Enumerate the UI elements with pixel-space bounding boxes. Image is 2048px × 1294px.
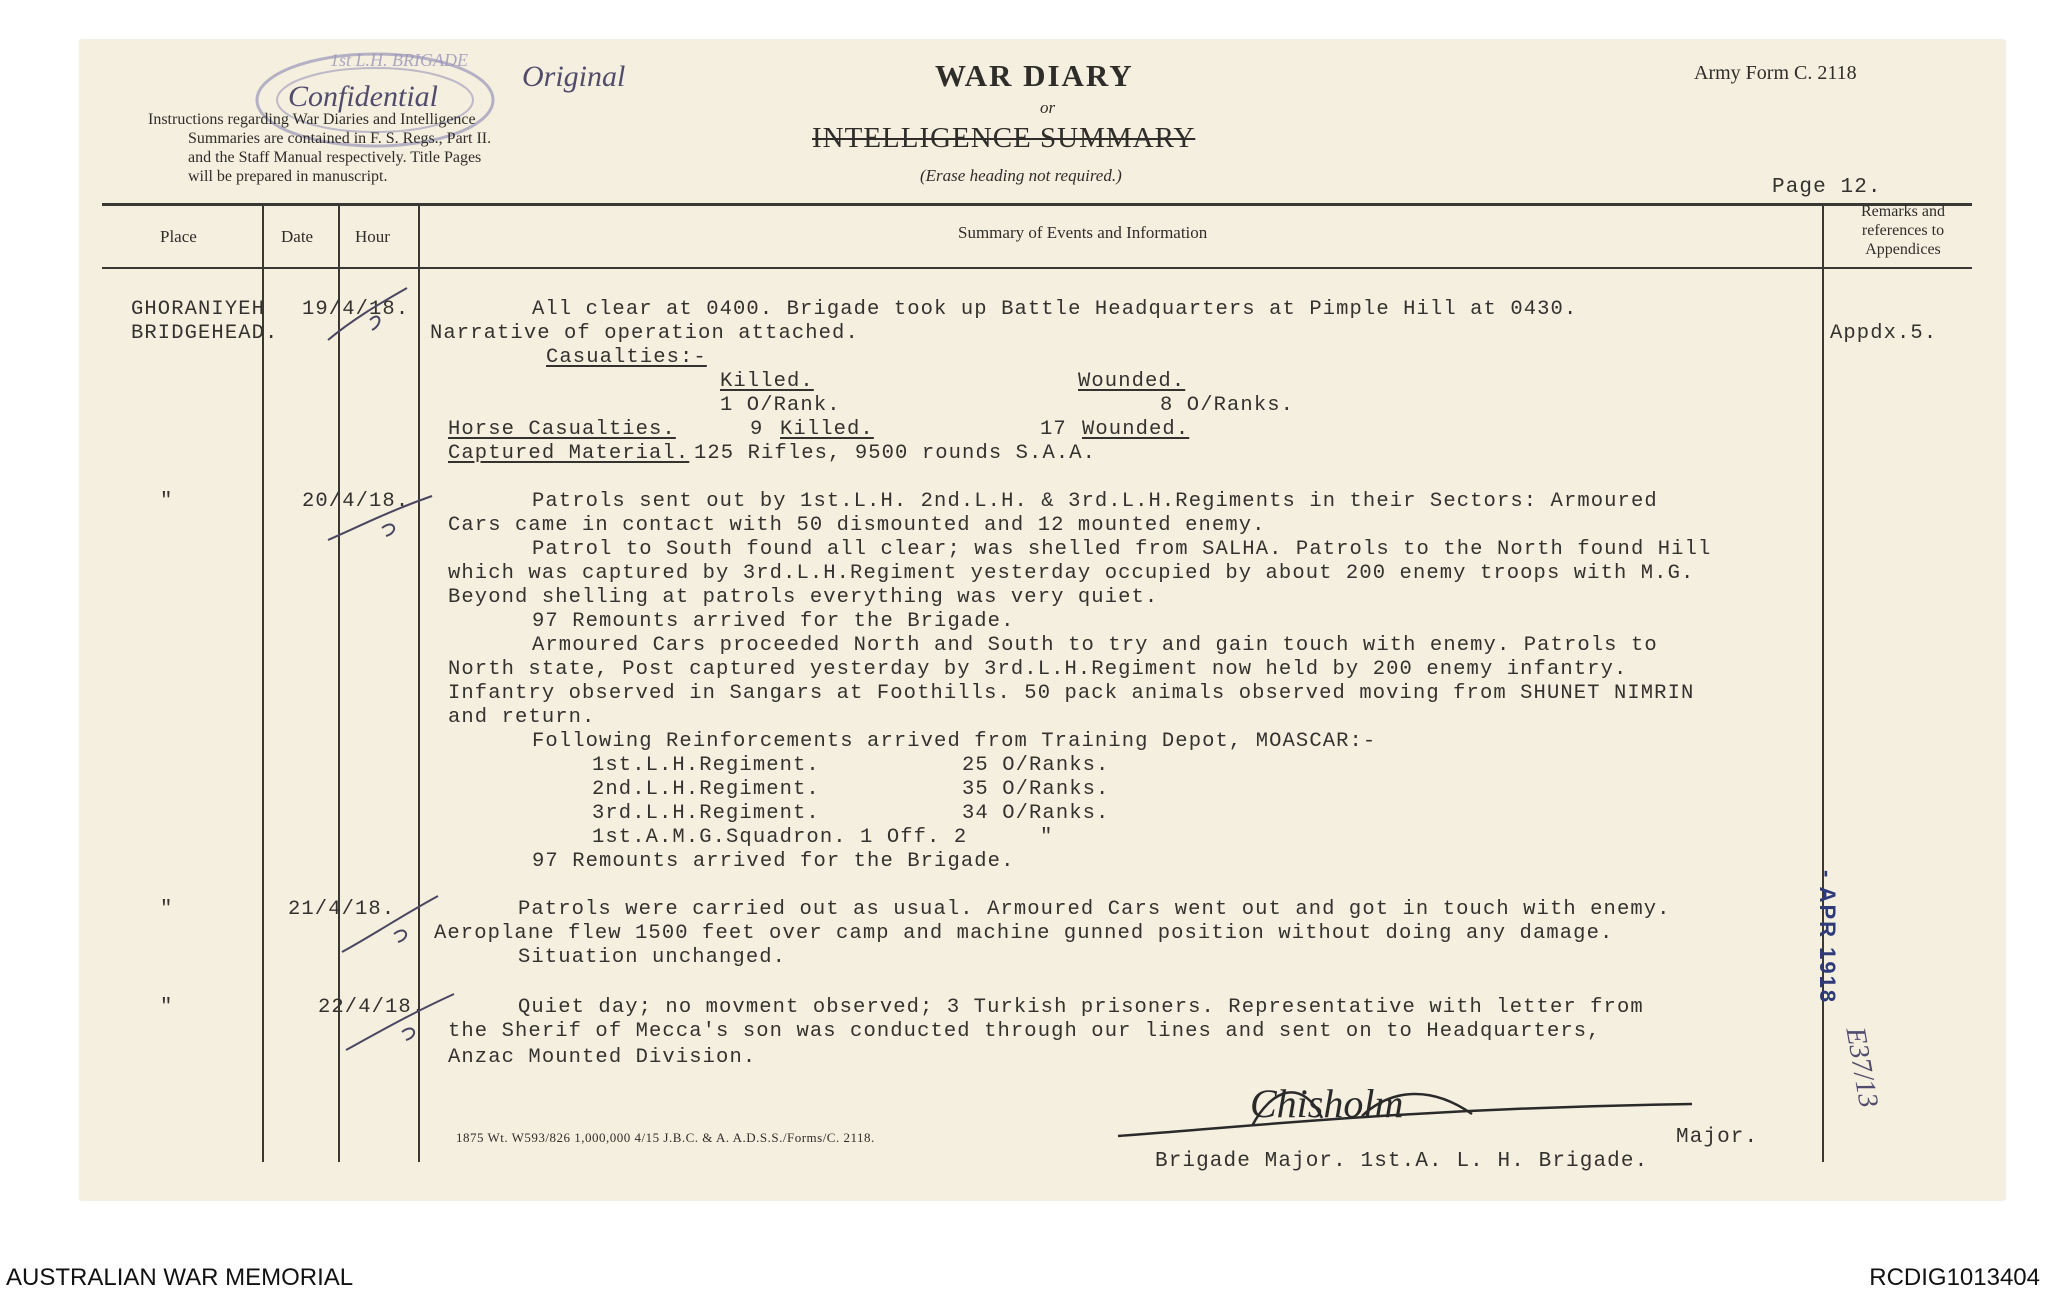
instructions-line-3: and the Staff Manual respectively. Title Pages bbox=[188, 149, 482, 166]
reinforcement-unit-4: 1st.A.M.G.Squadron. 1 Off. 2 bbox=[592, 826, 968, 849]
entry-3-line-2: Aeroplane flew 1500 feet over camp and machine gunned position without doing any damage. bbox=[434, 922, 1614, 945]
entry-2-date: 20/4/18. bbox=[302, 490, 410, 513]
form-print-line: 1875 Wt. W593/826 1,000,000 4/15 J.B.C. & A. A.D.S.S./Forms/C. 2118. bbox=[456, 1130, 875, 1145]
entry-1-horse-wounded-count: 17 bbox=[1040, 418, 1067, 441]
initial-mark-19 bbox=[322, 280, 412, 350]
entry-1-killed-value: 1 O/Rank. bbox=[720, 394, 841, 417]
caption-institution: AUSTRALIAN WAR MEMORIAL bbox=[6, 1264, 354, 1291]
instructions-line-1: Instructions regarding War Diaries and Intelligence bbox=[148, 111, 476, 128]
army-form-number: Army Form C. 2118 bbox=[1694, 62, 1857, 84]
reinforcement-count-1: 25 O/Ranks. bbox=[962, 754, 1110, 777]
entry-2-line-4: which was captured by 3rd.L.H.Regiment yesterday occupied by about 200 enemy troops with M.G. bbox=[448, 562, 1695, 585]
entry-4-line-1: Quiet day; no movment observed; 3 Turkish prisoners. Representative with letter from bbox=[518, 996, 1644, 1019]
col-header-summary: Summary of Events and Information bbox=[958, 223, 1208, 242]
entry-2-line-7: Armoured Cars proceeded North and South to try and gain touch with enemy. Patrols to bbox=[532, 634, 1658, 657]
entry-2-line-1: Patrols sent out by 1st.L.H. 2nd.L.H. & 3rd.L.H.Regiments in their Sectors: Armoured bbox=[532, 490, 1658, 513]
initial-mark-20 bbox=[322, 490, 442, 550]
reinforcement-count-2: 35 O/Ranks. bbox=[962, 778, 1110, 801]
reinforcement-unit-1: 1st.L.H.Regiment. bbox=[592, 754, 820, 777]
remarks-header-line-3: Appendices bbox=[1865, 241, 1941, 258]
entry-1-line-2: Narrative of operation attached. bbox=[430, 322, 859, 345]
entry-2-line-8: North state, Post captured yesterday by 3rd.L.H.Regiment now held by 200 enemy infantry. bbox=[448, 658, 1628, 681]
entry-1-wounded-heading: Wounded. bbox=[1078, 370, 1186, 393]
entry-1-captured-material-label: Captured Material. bbox=[448, 442, 690, 465]
entry-1-captured-material-value: 125 Rifles, 9500 rounds S.A.A. bbox=[694, 442, 1097, 465]
remarks-header-line-1: Remarks and bbox=[1861, 203, 1945, 220]
entry-2-line-6: 97 Remounts arrived for the Brigade. bbox=[532, 610, 1015, 633]
entry-4-line-2: the Sherif of Mecca's son was conducted through our lines and sent on to Headquarters, bbox=[448, 1020, 1601, 1043]
initial-mark-22 bbox=[342, 988, 462, 1058]
entry-2-line-3: Patrol to South found all clear; was shelled from SALHA. Patrols to the North found Hill bbox=[532, 538, 1712, 561]
archive-reference: E37/13 bbox=[1839, 1025, 1885, 1111]
remarks-header-line-2: references to bbox=[1861, 222, 1945, 239]
col-header-place: Place bbox=[160, 227, 197, 246]
entry-2-remounts: 97 Remounts arrived for the Brigade. bbox=[532, 850, 1015, 873]
entry-2-place-ditto: " bbox=[160, 490, 174, 513]
entry-3-line-3: Situation unchanged. bbox=[518, 946, 787, 969]
entry-3-date: 21/4/18. bbox=[288, 898, 396, 921]
entry-1-line-1: All clear at 0400. Brigade took up Battle Headquarters at Pimple Hill at 0430. bbox=[532, 298, 1578, 321]
table-header-rule bbox=[102, 267, 1972, 269]
entry-1-wounded-value: 8 O/Ranks. bbox=[1160, 394, 1295, 417]
erase-heading-note: (Erase heading not required.) bbox=[920, 166, 1122, 185]
entry-2-line-10: and return. bbox=[448, 706, 596, 729]
entry-4-date: 22/4/18. bbox=[318, 996, 426, 1019]
entry-1-horse-killed-label: Killed. bbox=[780, 418, 874, 441]
signature-title: Brigade Major. 1st.A. L. H. Brigade. bbox=[1155, 1150, 1649, 1173]
entry-4-line-3: Anzac Mounted Division. bbox=[448, 1046, 757, 1069]
entry-1-horse-wounded-label: Wounded. bbox=[1082, 418, 1190, 441]
page-number: Page 12. bbox=[1772, 176, 1882, 199]
entry-1-casualties-heading: Casualties:- bbox=[546, 346, 707, 369]
instructions-block bbox=[148, 110, 608, 186]
signature: Chisholm bbox=[1250, 1081, 1404, 1126]
reinforcement-unit-3: 3rd.L.H.Regiment. bbox=[592, 802, 820, 825]
instructions-line-4: will be prepared in manuscript. bbox=[188, 168, 388, 185]
caption-record-id: RCDIG1013404 bbox=[1869, 1264, 2040, 1291]
reinforcement-unit-2: 2nd.L.H.Regiment. bbox=[592, 778, 820, 801]
entry-3-line-1: Patrols were carried out as usual. Armoured Cars went out and got in touch with enemy. bbox=[518, 898, 1671, 921]
entry-1-killed-heading: Killed. bbox=[720, 370, 814, 393]
col-divider-place bbox=[262, 205, 264, 1162]
entry-2-line-11: Following Reinforcements arrived from Training Depot, MOASCAR:- bbox=[532, 730, 1377, 753]
signature-rank: Major. bbox=[1676, 1126, 1759, 1149]
entry-2-line-5: Beyond shelling at patrols everything was very quiet. bbox=[448, 586, 1159, 609]
intelligence-summary-struck: INTELLIGENCE SUMMARY bbox=[812, 122, 1196, 154]
title-or: or bbox=[1040, 98, 1056, 117]
reinforcement-count-3: 34 O/Ranks. bbox=[962, 802, 1110, 825]
entry-1-horse-casualties-label: Horse Casualties. bbox=[448, 418, 676, 441]
handwritten-original: Original bbox=[522, 60, 626, 93]
oval-stamp-text: 1st L.H. BRIGADE bbox=[330, 50, 468, 70]
table-top-rule bbox=[102, 203, 1972, 206]
reinforcement-count-4: " bbox=[1040, 826, 1054, 849]
col-header-hour: Hour bbox=[355, 227, 390, 246]
received-date-stamp: - APR 1918 bbox=[1815, 870, 1840, 1005]
diary-title: WAR DIARY bbox=[935, 58, 1134, 93]
entry-4-place-ditto: " bbox=[160, 996, 174, 1019]
col-header-remarks bbox=[1838, 202, 1968, 259]
handwritten-initials: Confidential bbox=[288, 80, 438, 113]
entry-2-line-9: Infantry observed in Sangars at Foothills. 50 pack animals observed moving from SHUNET NIMRIN bbox=[448, 682, 1695, 705]
initial-mark-21 bbox=[338, 890, 448, 960]
entry-1-horse-killed-count: 9 bbox=[750, 418, 764, 441]
entry-1-date: 19/4/18. bbox=[302, 298, 410, 321]
col-header-date: Date bbox=[281, 227, 314, 246]
entry-2-line-2: Cars came in contact with 50 dismounted and 12 mounted enemy. bbox=[448, 514, 1266, 537]
entry-3-place-ditto: " bbox=[160, 898, 174, 921]
entry-1-place-line-1: GHORANIYEH bbox=[131, 298, 266, 321]
col-divider-summary bbox=[1822, 205, 1824, 1162]
signature-stroke bbox=[1112, 1068, 1702, 1148]
entry-1-appendix-ref: Appdx.5. bbox=[1830, 322, 1938, 345]
instructions-line-2: Summaries are contained in F. S. Regs., Part II. bbox=[188, 130, 492, 147]
entry-1-place-line-2: BRIDGEHEAD. bbox=[131, 322, 279, 345]
